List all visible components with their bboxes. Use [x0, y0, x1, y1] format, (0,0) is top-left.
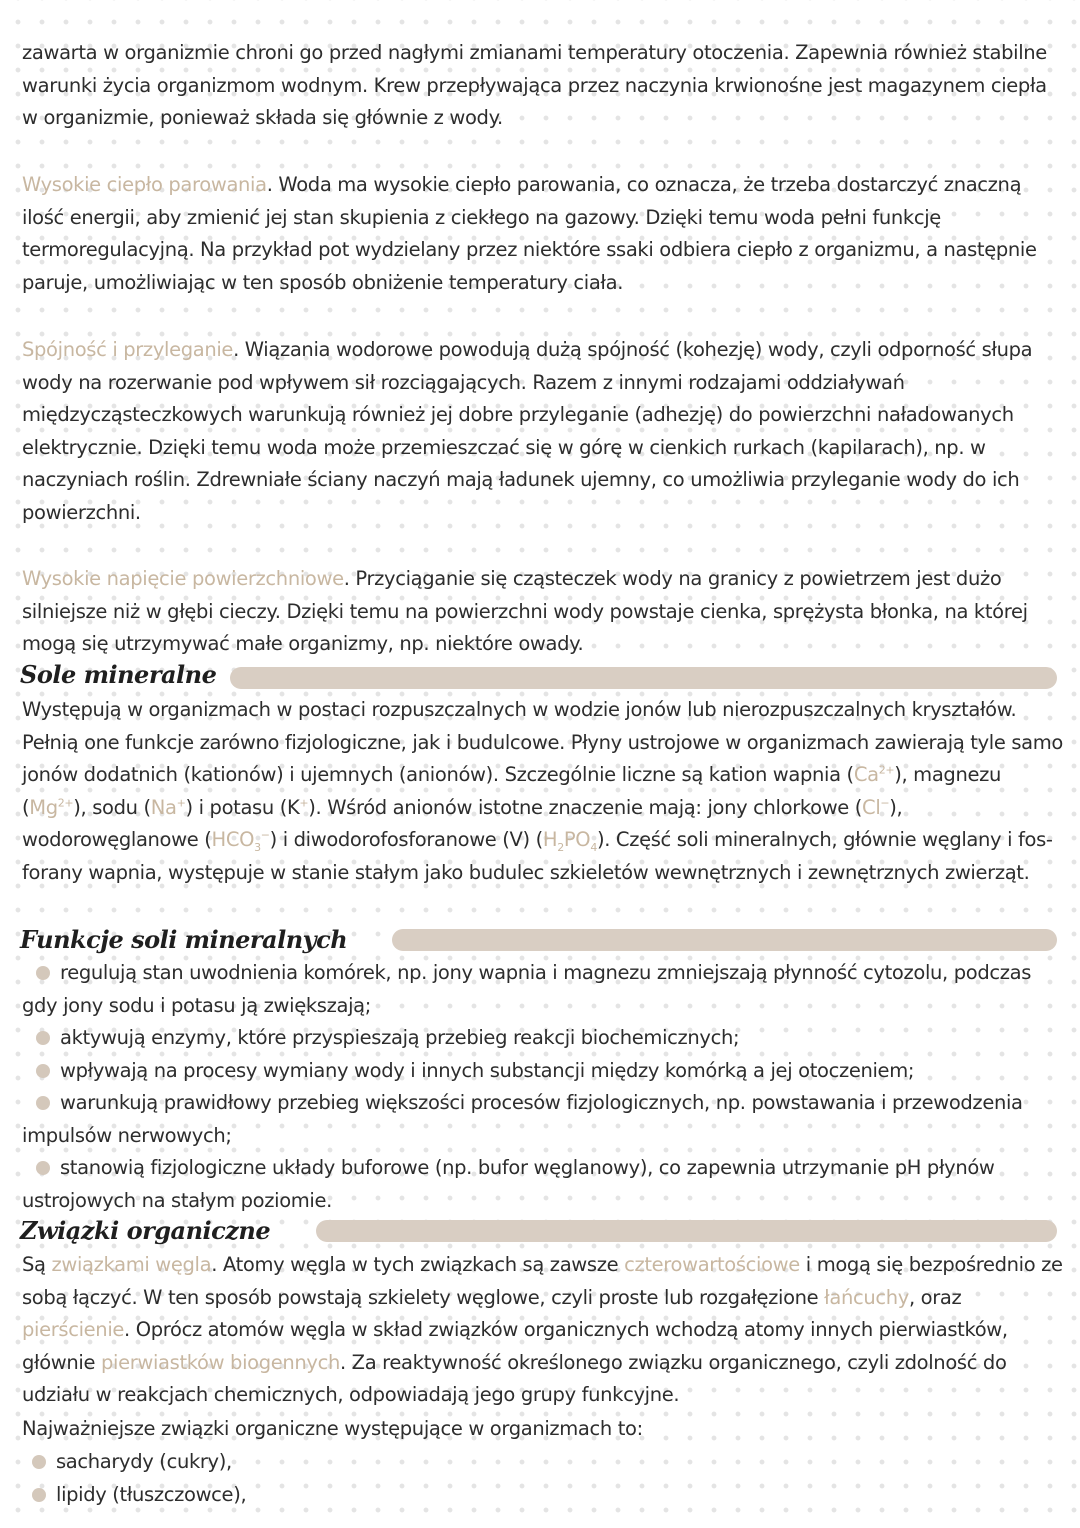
functions-heading-bar [392, 929, 1057, 951]
organic-term-rings: pierścienie [22, 1318, 125, 1341]
organic-term-biogenic-elements: pierwiastków biogennych [100, 1350, 340, 1374]
functions-list [22, 957, 1067, 1217]
ion-chloride-charge: − [880, 796, 890, 809]
tension-term: Wysokie napięcie powierzchniowe [22, 567, 344, 590]
organic-text-5: . Oprócz atomów węgla w skład związków organicznych wchodzą atomy innych pierwiastków, głównie [22, 1318, 1008, 1374]
function-item-text: regulują stan uwodnienia komórek, np. jony wapnia i magnezu zmniejszają płynność cytozolu, podczas gdy jony sodu i potasu ją zwiększają; [22, 961, 1032, 1017]
ion-magnesium-charge: 2+ [57, 796, 74, 809]
function-item-text: warunkują prawidłowy przebieg większości procesów fizjologicznych, np. powstawania i przewodzenia impulsów nerwowych; [22, 1091, 1023, 1147]
cohesion-text: . Wiązania wodorowe powodują dużą spójność (kohezję) wody, czyli odporność słupa wody na rozerwanie pod wpływem sił rozciągających. Razem z innymi rodzajami oddziaływań międzycząsteczkowych warunkują również jej dobre przyleganie (adhezję) do powierzchni naładowanych elektrycznie. Dzięki temu woda może przemieszczać się w górę w cienkich rurkach (kapilarach), np. w naczyniach roślin. Zdrewniałe ściany naczyń mają ładunek ujemny, co umożliwia przyleganie wody do ich powierzchni. [22, 338, 1033, 524]
functions-heading: Funkcje soli mineralnych [20, 925, 348, 954]
list-item [22, 957, 1067, 1022]
salts-text-7: ) i diwodorofosforanowe (V) ( [269, 828, 543, 851]
organic-text-2: . Atomy węgla w tych związkach są zawsze [211, 1253, 625, 1276]
salts-text-4: ) i potasu (K [185, 795, 300, 819]
function-item-text: wpływają na procesy wymiany wody i innych substancji między komórką a jej otoczeniem; [60, 1058, 915, 1082]
list-item [22, 1479, 1067, 1512]
ion-bicarbonate-subscript: 3 [254, 840, 261, 854]
organic-list-intro [22, 1413, 1067, 1446]
organic-heading: Związki organiczne [20, 1216, 271, 1245]
ion-bicarbonate [211, 828, 270, 854]
bullet-dot-icon [32, 1488, 46, 1502]
ion-sodium-charge: + [176, 796, 186, 809]
salts-text-6: ), wodorowęglanowe ( [22, 795, 903, 851]
cohesion-paragraph [22, 334, 1067, 529]
organic-item-text: lipidy (tłuszczowce), [56, 1482, 247, 1506]
bullet-dot-icon [36, 1031, 50, 1045]
organic-item-text: sacharydy (cukry), [56, 1450, 232, 1473]
salts-text-8: ). Część soli mineralnych, głównie węglany i fos-forany wapnia, występuje w stanie stałym jako budulec szkieletów wewnętrznych i zewnętrznych zwierząt. [22, 828, 1053, 884]
bullet-dot-icon [36, 966, 50, 980]
ion-magnesium-symbol: Mg [29, 795, 58, 819]
ion-chloride-symbol: Cl [862, 795, 881, 819]
organic-heading-row [20, 1216, 1060, 1250]
salts-paragraph [22, 694, 1067, 889]
organic-text-3: i mogą się bezpośrednio ze sobą łączyć. W ten sposób powstają szkielety węglowe, czyli proste lub rozgałęzione [22, 1253, 1063, 1309]
bullet-dot-icon [36, 1064, 50, 1078]
list-item [22, 1446, 1067, 1479]
function-item-text: aktywują enzymy, które przyspieszają przebieg reakcji biochemicznych; [60, 1026, 740, 1049]
list-item [22, 1152, 1067, 1217]
heat-term: Wysokie ciepło parowania [22, 173, 267, 196]
salts-heading: Sole mineralne [20, 660, 217, 689]
ion-sodium-symbol: Na [150, 795, 177, 819]
ion-dihydrogenphosphate [542, 828, 597, 854]
ion-magnesium [29, 796, 73, 819]
organic-list [22, 1446, 1067, 1511]
intro-text: zawarta w organizmie chroni go przed nagłymi zmianami temperatury otoczenia. Zapewnia również stabilne warunki życia organizmom wodnym. Krew przepływająca przez naczynia krwionośne jest magazynem ciepła w organizmie, ponieważ składa się głównie z wody. [22, 41, 1047, 129]
organic-text-1: Są [22, 1253, 52, 1276]
organic-paragraph [22, 1249, 1067, 1412]
salts-heading-row [20, 660, 1060, 694]
ion-calcium-symbol: Ca [853, 763, 879, 786]
heat-paragraph [22, 169, 1067, 299]
ion-chloride [862, 796, 889, 819]
bullet-dot-icon [36, 1096, 50, 1110]
functions-heading-row [20, 925, 1060, 959]
organic-term-carbon-compounds: związkami węgla [51, 1253, 212, 1276]
function-item-text: stanowią fizjologiczne układy buforowe (np. bufor węglanowy), co zapewnia utrzymanie pH płynów ustrojowych na stałym poziomie. [22, 1156, 995, 1212]
organic-list-intro-text: Najważniejsze związki organiczne występujące w organizmach to: [22, 1417, 643, 1440]
ion-h-subscript: 2 [557, 840, 564, 854]
ion-bicarbonate-symbol: HCO [211, 828, 255, 851]
salts-text-1: Występują w organizmach w postaci rozpuszczalnych w wodzie jonów lub nierozpuszczalnych kryształów. Pełnią one funkcje zarówno fizjologiczne, jak i budulcowe. Płyny ustrojowe w organizmach zawierają tyle samo jonów dodatnich (kationów) i ujemnych (anionów). Szczególnie liczne są kation wapnia ( [22, 698, 1063, 786]
organic-term-tetravalent: czterowartościowe [624, 1253, 800, 1276]
organic-heading-bar [316, 1220, 1057, 1242]
ion-h-symbol: H [542, 828, 558, 851]
ion-bicarbonate-charge: − [260, 828, 270, 842]
cohesion-term: Spójność i przyleganie [22, 338, 234, 361]
ion-po-symbol: PO [563, 828, 591, 851]
heat-text: . Woda ma wysokie ciepło parowania, co oznacza, że trzeba dostarczyć znaczną ilość energii, aby zmienić jej stan skupienia z ciekłego na gazowy. Dzięki temu woda pełni funkcję termoregulacyjną. Na przykład pot wydzielany przez niektóre ssaki odbiera ciepło z organizmu, a następnie paruje, umożliwiając w ten sposób obniżenie temperatury ciała. [22, 173, 1037, 294]
ion-calcium [854, 763, 894, 786]
organic-term-chains: łańcuchy [824, 1285, 909, 1309]
ion-sodium [151, 796, 186, 819]
salts-text-2: ), magnezu ( [22, 763, 1001, 819]
organic-text-4: , oraz [908, 1285, 962, 1309]
salts-text-3: ), sodu ( [73, 795, 151, 819]
tension-paragraph [22, 563, 1067, 661]
tension-text: . Przyciąganie się cząsteczek wody na granicy z powietrzem jest dużo silniejsze niż w głębi cieczy. Dzięki temu na powierzchni wody powstaje cienka, sprężysta błonka, na której mogą się utrzymywać małe organizmy, np. niektóre owady. [22, 567, 1028, 655]
ion-po-subscript: 4 [590, 840, 597, 854]
salts-heading-bar [230, 667, 1057, 689]
ion-calcium-charge: 2+ [878, 763, 895, 777]
bullet-dot-icon [36, 1161, 50, 1175]
intro-paragraph [22, 37, 1067, 135]
bullet-dot-icon [32, 1455, 46, 1469]
list-item [22, 1022, 1067, 1055]
salts-text-5: ). Wśród anionów istotne znaczenie mają: jony chlorkowe ( [308, 795, 863, 819]
list-item [22, 1055, 1067, 1088]
list-item [22, 1087, 1067, 1152]
organic-text-6: . Za reaktywność określonego związku organicznego, czyli zdolność do udziału w reakcjach chemicznych, odpowiadają jego grupy funkcyjne. [22, 1350, 1007, 1406]
ion-potassium-charge: + [299, 796, 309, 809]
